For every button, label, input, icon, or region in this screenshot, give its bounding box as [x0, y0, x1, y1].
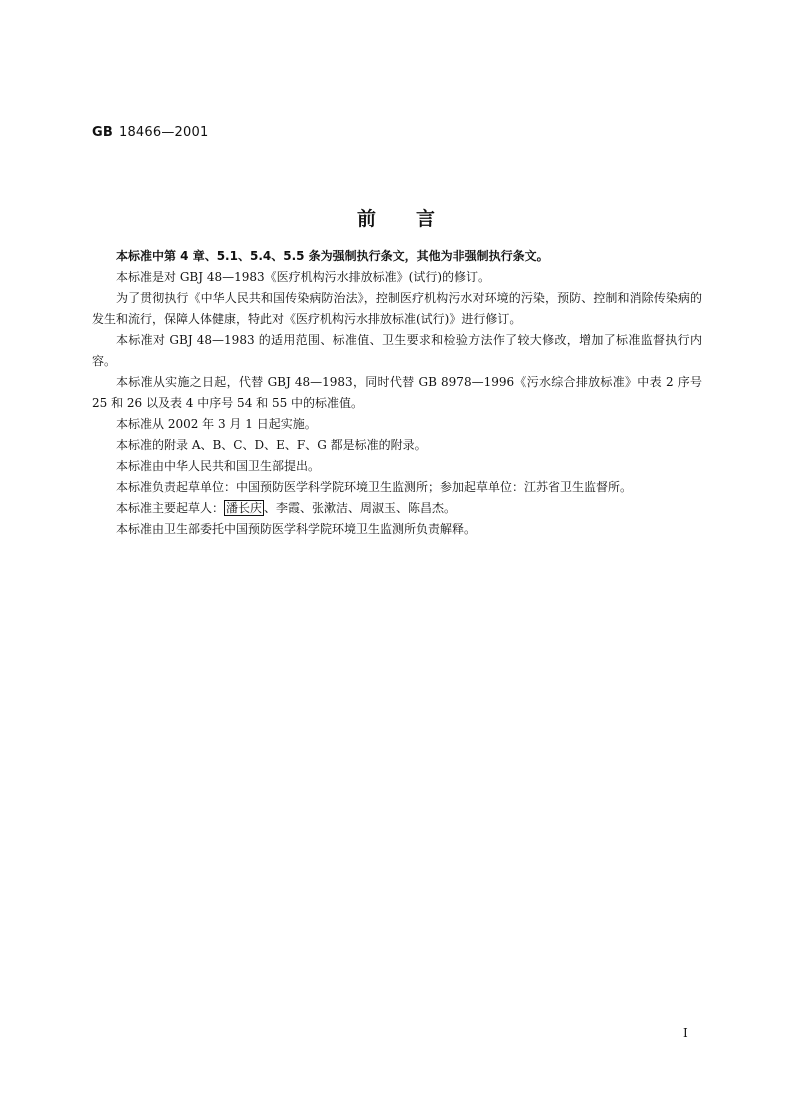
paragraph-drafting-units: 本标准负责起草单位：中国预防医学科学院环境卫生监测所；参加起草单位：江苏省卫生监督所。 [116, 480, 633, 494]
standard-code [92, 125, 208, 140]
paragraph-effective-date: 本标准从 2002 年 3 月 1 日起实施。 [116, 417, 317, 431]
standard-prefix: GB [92, 125, 113, 140]
drafters-rest: 、李霞、张漱洁、周淑玉、陈昌杰。 [264, 501, 457, 515]
drafters-label: 本标准主要起草人： [116, 501, 225, 515]
paragraph-drafters [92, 498, 702, 519]
page-title: 前言 [356, 208, 475, 230]
standard-number: 18466—2001 [118, 125, 209, 140]
paragraph-proposer: 本标准由中华人民共和国卫生部提出。 [116, 459, 321, 473]
paragraph-replacement: 本标准从实施之日起，代替 GBJ 48—1983，同时代替 GB 8978—1996《污水综合排放标准》中表 2 序号 25 和 26 以及表 4 中序号 54 和 55 中的标准值。 [92, 375, 702, 410]
foreword-body [92, 246, 702, 540]
drafter-boxed-name: 潘长庆 [226, 501, 263, 515]
page-number: I [683, 1026, 688, 1040]
paragraph-revision: 本标准是对 GBJ 48—1983《医疗机构污水排放标准》(试行)的修订。 [116, 270, 491, 284]
paragraph-purpose: 为了贯彻执行《中华人民共和国传染病防治法》，控制医疗机构污水对环境的污染，预防、控制和消除传染病的发生和流行，保障人体健康，特此对《医疗机构污水排放标准(试行)》进行修订。 [92, 291, 702, 326]
paragraph-changes: 本标准对 GBJ 48—1983 的适用范围、标准值、卫生要求和检验方法作了较大修改，增加了标准监督执行内容。 [92, 333, 702, 368]
paragraph-interpretation: 本标准由卫生部委托中国预防医学科学院环境卫生监测所负责解释。 [116, 522, 477, 536]
paragraph-appendices: 本标准的附录 A、B、C、D、E、F、G 都是标准的附录。 [116, 438, 427, 452]
paragraph-mandatory-clauses: 本标准中第 4 章、5.1、5.4、5.5 条为强制执行条文，其他为非强制执行条文。 [116, 249, 549, 263]
